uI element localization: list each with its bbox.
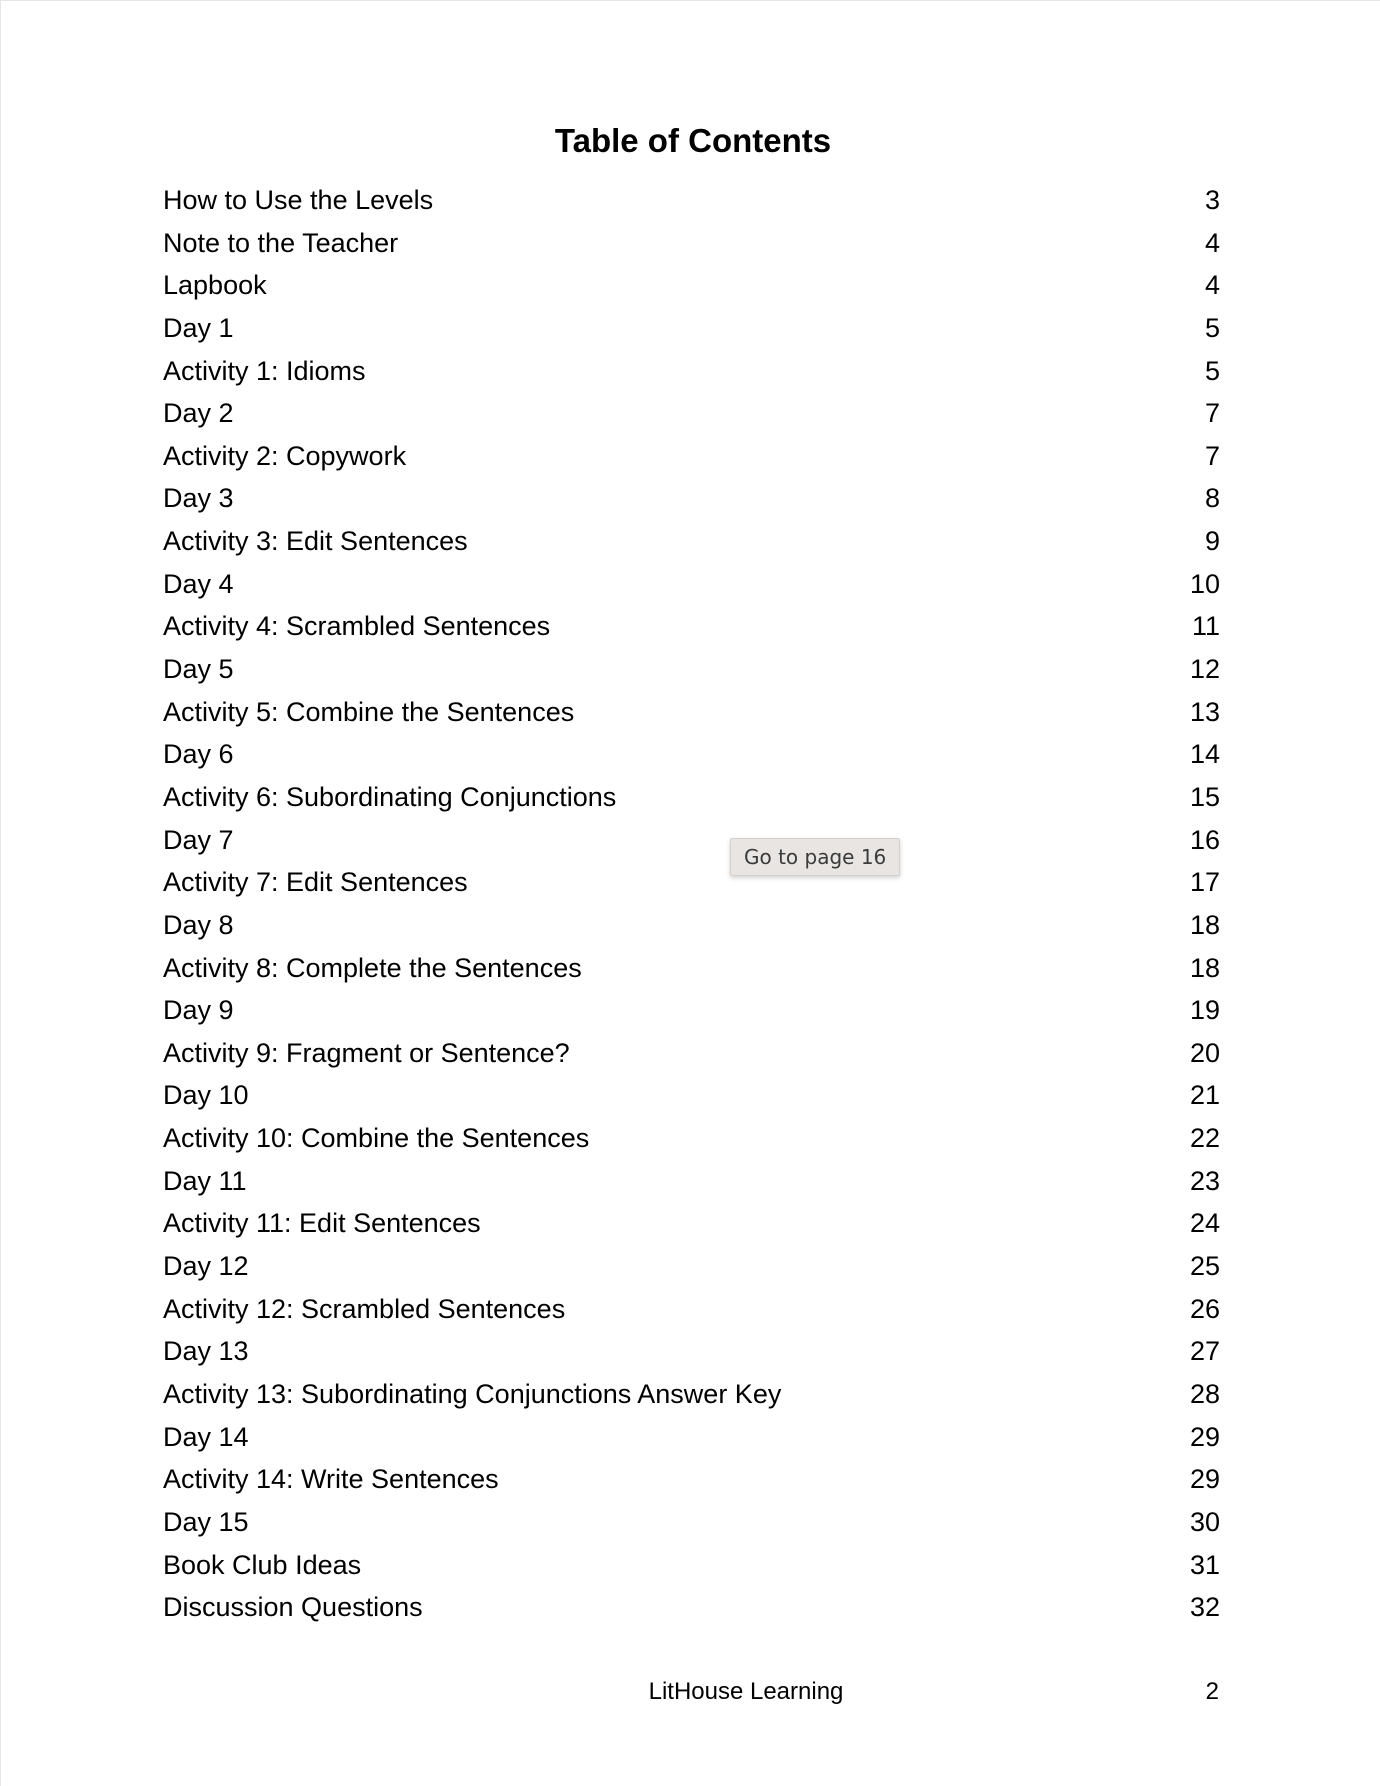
toc-entry-page-number: 24	[1189, 1208, 1220, 1239]
toc-entry-page-number: 4	[1204, 270, 1220, 301]
toc-entry-link[interactable]	[163, 776, 1220, 819]
toc-entry-page-number: 30	[1189, 1506, 1220, 1537]
toc-entry-page-number: 7	[1204, 440, 1220, 471]
toc-entry-label: Activity 9: Fragment or Sentence?	[163, 1037, 570, 1068]
toc-entry-link[interactable]	[163, 477, 1220, 520]
toc-entry-link[interactable]	[163, 350, 1220, 393]
toc-entry-label: Day 10	[163, 1080, 249, 1111]
toc-entry-link[interactable]	[163, 733, 1220, 776]
toc-entry-label: Day 1	[163, 312, 234, 343]
toc-entry-page-number: 5	[1204, 355, 1220, 386]
toc-entry-page-number: 32	[1189, 1592, 1220, 1623]
toc-entry-page-number: 17	[1189, 867, 1220, 898]
toc-entry-page-number: 19	[1189, 995, 1220, 1026]
toc-entry-label: Discussion Questions	[163, 1592, 423, 1623]
toc-entry-label: Activity 11: Edit Sentences	[163, 1208, 481, 1239]
toc-entry-link[interactable]	[163, 1586, 1220, 1629]
toc-entry-page-number: 25	[1189, 1251, 1220, 1282]
toc-entry-link[interactable]	[163, 264, 1220, 307]
toc-entry-page-number: 10	[1189, 568, 1220, 599]
toc-entry-label: Lapbook	[163, 270, 267, 301]
toc-entry-link[interactable]	[163, 435, 1220, 478]
link-tooltip: Go to page 16	[730, 838, 900, 876]
footer-page-number: 2	[1205, 1678, 1219, 1705]
footer-publisher: LitHouse Learning	[648, 1678, 844, 1705]
toc-entry-label: Day 6	[163, 739, 234, 770]
toc-entry-label: Day 4	[163, 568, 234, 599]
toc-entry-link[interactable]	[163, 1074, 1220, 1117]
toc-entry-page-number: 18	[1189, 952, 1220, 983]
toc-entry-label: Activity 3: Edit Sentences	[163, 526, 468, 557]
toc-entry-label: Day 13	[163, 1336, 249, 1367]
toc-entry-label: Day 5	[163, 654, 234, 685]
toc-entry-link[interactable]	[163, 1544, 1220, 1587]
toc-entry-link[interactable]	[163, 307, 1220, 350]
toc-entry-link[interactable]	[163, 947, 1220, 990]
toc-entry-page-number: 12	[1189, 654, 1220, 685]
toc-entry-link[interactable]	[163, 563, 1220, 606]
toc-list	[163, 179, 1220, 1629]
toc-entry-link[interactable]	[163, 1330, 1220, 1373]
toc-entry-link[interactable]	[163, 1032, 1220, 1075]
toc-entry-label: Day 3	[163, 483, 234, 514]
toc-entry-page-number: 23	[1189, 1165, 1220, 1196]
toc-entry-page-number: 29	[1189, 1421, 1220, 1452]
toc-entry-link[interactable]	[163, 1245, 1220, 1288]
toc-entry-page-number: 18	[1189, 909, 1220, 940]
toc-entry-link[interactable]	[163, 605, 1220, 648]
toc-entry-page-number: 31	[1189, 1549, 1220, 1580]
toc-entry-link[interactable]	[163, 819, 1220, 862]
toc-entry-label: Activity 10: Combine the Sentences	[163, 1123, 590, 1154]
toc-entry-label: Activity 5: Combine the Sentences	[163, 696, 575, 727]
toc-entry-link[interactable]	[163, 861, 1220, 904]
toc-entry-label: Day 7	[163, 824, 234, 855]
toc-entry-label: Day 2	[163, 398, 234, 429]
toc-entry-label: Activity 8: Complete the Sentences	[163, 952, 582, 983]
toc-entry-link[interactable]	[163, 392, 1220, 435]
toc-entry-label: Day 11	[163, 1165, 247, 1196]
toc-entry-link[interactable]	[163, 648, 1220, 691]
toc-entry-label: Day 12	[163, 1251, 249, 1282]
toc-entry-page-number: 28	[1189, 1378, 1220, 1409]
toc-entry-link[interactable]	[163, 520, 1220, 563]
toc-entry-page-number: 11	[1191, 611, 1220, 642]
toc-entry-link[interactable]	[163, 179, 1220, 222]
toc-entry-label: Activity 14: Write Sentences	[163, 1464, 499, 1495]
toc-entry-link[interactable]	[163, 1416, 1220, 1459]
toc-entry-link[interactable]	[163, 989, 1220, 1032]
toc-entry-link[interactable]	[163, 904, 1220, 947]
toc-entry-link[interactable]	[163, 691, 1220, 734]
toc-entry-page-number: 26	[1189, 1293, 1220, 1324]
toc-entry-page-number: 29	[1189, 1464, 1220, 1495]
toc-entry-label: Activity 4: Scrambled Sentences	[163, 611, 551, 642]
toc-entry-link[interactable]	[163, 1202, 1220, 1245]
toc-entry-label: Day 9	[163, 995, 234, 1026]
toc-entry-page-number: 4	[1204, 227, 1220, 258]
toc-entry-label: Day 15	[163, 1506, 249, 1537]
toc-entry-link[interactable]	[163, 1288, 1220, 1331]
toc-entry-label: Activity 12: Scrambled Sentences	[163, 1293, 566, 1324]
toc-entry-page-number: 15	[1189, 781, 1220, 812]
toc-entry-label: Activity 13: Subordinating Conjunctions Answer Key	[163, 1378, 782, 1409]
toc-entry-page-number: 16	[1189, 824, 1220, 855]
toc-entry-link[interactable]	[163, 1458, 1220, 1501]
toc-entry-link[interactable]	[163, 1117, 1220, 1160]
toc-entry-link[interactable]	[163, 222, 1220, 265]
toc-entry-label: Activity 2: Copywork	[163, 440, 407, 471]
toc-entry-page-number: 3	[1204, 185, 1220, 215]
toc-entry-label: How to Use the Levels	[163, 185, 434, 215]
toc-entry-link[interactable]	[163, 1501, 1220, 1544]
toc-entry-page-number: 22	[1189, 1123, 1220, 1154]
toc-entry-label: Activity 1: Idioms	[163, 355, 366, 386]
toc-entry-label: Book Club Ideas	[163, 1549, 362, 1580]
toc-entry-link[interactable]	[163, 1160, 1220, 1203]
toc-entry-page-number: 8	[1204, 483, 1220, 514]
toc-entry-label: Activity 6: Subordinating Conjunctions	[163, 781, 617, 812]
toc-entry-page-number: 7	[1204, 398, 1220, 429]
toc-entry-label: Day 8	[163, 909, 234, 940]
toc-entry-page-number: 9	[1204, 526, 1220, 557]
toc-entry-label: Day 14	[163, 1421, 249, 1452]
toc-entry-label: Note to the Teacher	[163, 227, 399, 258]
toc-entry-page-number: 14	[1189, 739, 1220, 770]
page-title: Table of Contents	[554, 122, 832, 159]
toc-entry-page-number: 20	[1189, 1037, 1220, 1068]
toc-entry-link[interactable]	[163, 1373, 1220, 1416]
toc-entry-page-number: 21	[1189, 1080, 1220, 1111]
toc-entry-page-number: 13	[1189, 696, 1220, 727]
toc-entry-page-number: 5	[1204, 312, 1220, 343]
toc-entry-label: Activity 7: Edit Sentences	[163, 867, 468, 898]
toc-entry-page-number: 27	[1189, 1336, 1220, 1367]
